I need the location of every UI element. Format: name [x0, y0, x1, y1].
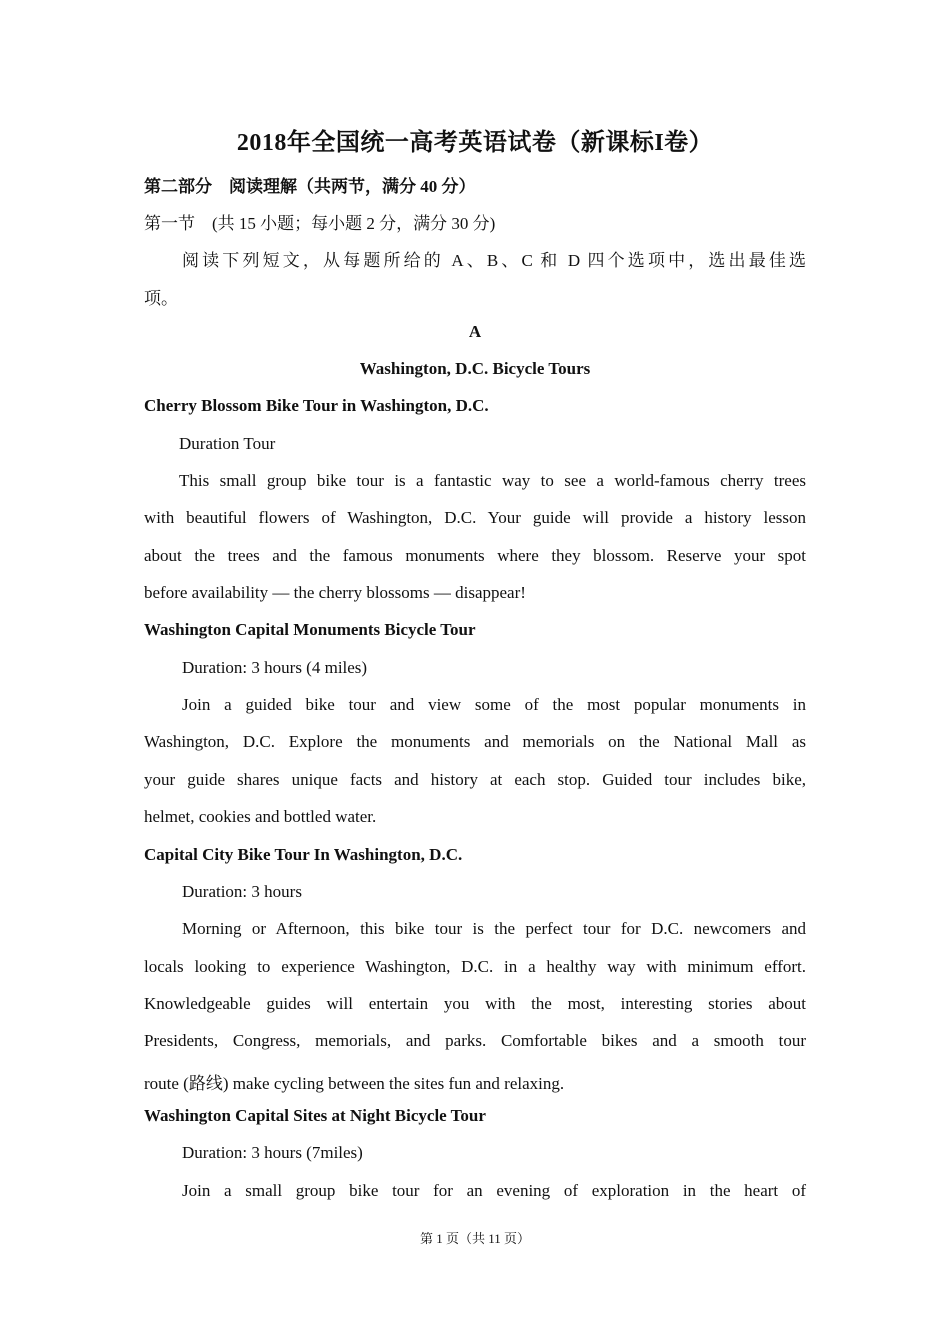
paragraph-line: Knowledgeable guides will entertain you with the most, interesting stories about [144, 994, 806, 1013]
paragraph-line: Join a small group bike tour for an evening of exploration in the heart of [182, 1181, 806, 1200]
paragraph-line: your guide shares unique facts and history at each stop. Guided tour includes bike, [144, 770, 806, 789]
instruction-line: 阅读下列短文，从每题所给的 A、B、C 和 D 四个选项中，选出最佳选 [182, 251, 806, 270]
paragraph-line: Presidents, Congress, memorials, and parks. Comfortable bikes and a smooth tour [144, 1031, 806, 1050]
paragraph-line: about the trees and the famous monuments where they blossom. Reserve your spot [144, 546, 806, 565]
tour-duration: Duration: 3 hours [182, 882, 302, 901]
paragraph-line: with beautiful flowers of Washington, D.C. Your guide will provide a history lesson [144, 508, 806, 527]
part-heading: 第二部分 阅读理解（共两节，满分 40 分） [144, 177, 476, 196]
paragraph-line: helmet, cookies and bottled water. [144, 807, 377, 826]
page-title: 2018年全国统一高考英语试卷（新课标I卷） [236, 130, 714, 156]
tour-duration: Duration: 3 hours (7miles) [182, 1143, 363, 1162]
tour-name: Washington Capital Monuments Bicycle Tour [144, 620, 476, 639]
paragraph-line: Morning or Afternoon, this bike tour is the perfect tour for D.C. newcomers and [182, 919, 806, 938]
page-footer: 第 1 页（共 11 页） [419, 1231, 531, 1246]
tour-name: Washington Capital Sites at Night Bicycle Tour [144, 1106, 486, 1125]
tour-duration: Duration: 3 hours (4 miles) [182, 658, 368, 677]
passage-title: Washington, D.C. Bicycle Tours [359, 359, 591, 378]
paragraph-line: route (路线) make cycling between the sites fun and relaxing. [144, 1074, 565, 1093]
paragraph-line: before availability — the cherry blossoms — disappear! [144, 583, 526, 602]
section-heading: 第一节 (共 15 小题；每小题 2 分，满分 30 分) [144, 214, 496, 233]
paragraph-line: Join a guided bike tour and view some of the most popular monuments in [182, 695, 806, 714]
paragraph-line: Washington, D.C. Explore the monuments and memorials on the National Mall as [144, 732, 806, 751]
paragraph-line: locals looking to experience Washington, D.C. in a healthy way with minimum effort. [144, 957, 806, 976]
paragraph-line: This small group bike tour is a fantastic way to see a world-famous cherry trees [179, 471, 806, 490]
instruction-line: 项。 [144, 289, 178, 308]
tour-name: Cherry Blossom Bike Tour in Washington, D.C. [144, 396, 489, 415]
tour-duration: Duration Tour [179, 434, 276, 453]
tour-name: Capital City Bike Tour In Washington, D.C. [144, 845, 463, 864]
passage-letter: A [468, 322, 482, 341]
